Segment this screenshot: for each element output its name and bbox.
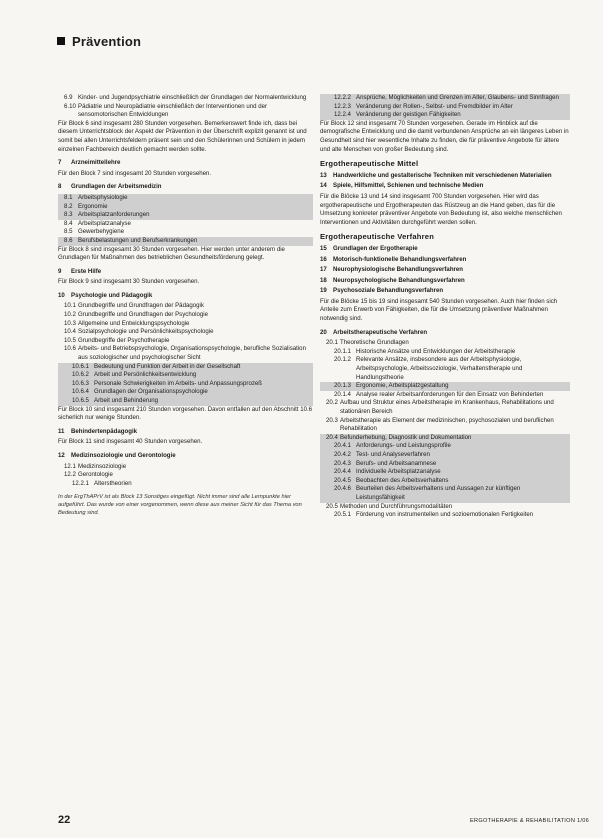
item-number: 14 [320,182,327,190]
footnote: In der ErgThAPrV ist als Block 13 Sonstiges eingefügt. Nicht immer sind alle Lernpunkte hier aufgeführt. Das wurde von einer vorgenommen, wenn diese aus meiner Sicht für das Thema von Bedeutung sind. [58,494,302,516]
paragraph: Für Block 6 sind insgesamt 280 Stunden vorgesehen. Bemerkenswert finde ich, dass bei diesem Unterrichtsblock der Aspekt der Prävention in der Überschrift explizit genannt ist und somit bei allen Unterrichtsfeldern präsent sein und den Schülerinnen und Schülern in jedem einzelnen Fachbereich deutlich gemacht werden sollte. [58,119,307,153]
block-heading [320,256,570,265]
item-text: Veränderung der geistigen Fähigkeiten [356,111,461,119]
paragraph: Für Block 10 sind insgesamt 210 Stunden vorgesehen. Davon entfallen auf den Abschnitt 10.6 sicherlich nur wenige Stunden. [58,405,313,422]
list-item [58,203,313,212]
item-number: 8 [58,183,62,191]
item-text: Förderung von instrumentellen und sozioemotionalen Fertigkeiten [356,511,534,519]
list-item [58,328,313,337]
list-item [58,371,313,380]
block-heading [58,292,313,301]
item-number: 19 [320,287,327,295]
item-number: 10.6.4 [72,388,89,396]
list-item [58,220,313,229]
item-text: Arbeit und Persönlichkeitsentwicklung [94,371,197,379]
item-text: Grundbegriffe der Psychotherapie [78,336,170,344]
item-number: 20.1.4 [334,390,351,398]
item-text: Ansprüche, Möglichkeiten und Grenzen im Alter, Glaubens- und Sinnfragen [356,94,559,101]
item-number: 12.2.3 [334,102,351,110]
list-item [58,302,313,311]
item-number: 10.6 [64,345,76,353]
item-text: Erste Hilfe [71,267,102,275]
item-number: 20.1.3 [334,382,351,390]
item-number: 8.5 [64,228,73,236]
item-number: 10.6.5 [72,397,89,404]
item-text: Gerontologie [78,471,113,479]
paragraph: Für Block 11 sind insgesamt 40 Stunden vorgesehen. [58,438,203,446]
list-item [58,320,313,329]
list-item [320,348,570,357]
item-number: 8.6 [64,236,73,244]
journal-footer: ERGOTHERAPIE & REHABILITATION 1/06 [470,818,590,824]
paragraph: Für Block 9 sind insgesamt 30 Stunden vorgesehen. [58,278,200,286]
item-number: 9 [58,267,62,275]
list-item [58,480,313,489]
item-text: Befunderhebung, Diagnostik und Dokumentation [340,433,472,441]
item-text: Grundlagen der Ergotherapie [333,244,418,252]
item-number: 20.3 [326,416,338,424]
item-number: 10 [58,291,65,299]
item-number: 20.4.3 [334,459,351,467]
item-text: Medizinsoziologie und Gerontologie [71,451,176,459]
list-item [58,194,313,203]
item-text: Anforderungs- und Leistungsprofile [356,442,451,450]
paragraph: Für die Blöcke 15 bis 19 sind insgesamt 540 Stunden vorgesehen. Auch hier finden sich Anteile zum Erwerb von Fähigkeiten, die für die Umsetzung präventiver Maßnahmen notwendig sind. [320,297,558,323]
item-text: Aufbau und Struktur eines Arbeitstherapie im Krankenhaus, Rehabilitations und stationären Bereich [340,399,554,415]
list-item [58,237,313,246]
item-number: 8.4 [64,219,73,227]
item-text: Allgemeine und Entwicklungspsychologie [78,319,190,327]
item-number: 8.1 [64,193,73,201]
item-number: 13 [320,171,327,179]
item-text: Neurophysiologische Behandlungsverfahren [333,266,464,274]
item-number: 20.5.1 [334,511,351,519]
list-item [58,94,313,103]
item-text: Personale Schwierigkeiten im Arbeits- und Anpassungsprozeß [94,379,263,387]
list-item [320,399,570,416]
list-item [320,356,570,382]
item-text: Relevante Ansätze, insbesondere aus der Arbeitsphysiologie, Arbeitspsychologie, Arbeitssoziologie, Verhaltenstherapie und Handlungstheorie [356,356,523,381]
block-heading [320,245,570,254]
item-text: Arbeitsplatzanforderungen [78,211,150,219]
item-text: Handwerkliche und gestalterische Techniken mit verschiedenen Materialien [333,171,552,179]
item-number: 12.2 [64,471,76,479]
item-number: 8.3 [64,211,73,219]
item-text: Arbeitstherapie als Element der medizinischen, psychosozialen und beruflichen Rehabilitation [340,416,554,433]
left-column [58,94,313,517]
item-text: Arzneimittellehre [71,159,121,167]
item-text: Arbeits- und Betriebspsychologie, Organisationspsychologie, berufliche Sozialisation aus soziologischer und psychologischer Sicht [78,345,306,362]
block-heading [58,159,313,168]
item-number: 6.9 [64,94,73,101]
item-number: 12.2.1 [72,479,89,487]
list-item [320,382,570,391]
item-text: Arbeitsplatzanalyse [78,219,131,227]
list-item [320,434,570,443]
item-number: 12.2.2 [334,94,351,101]
list-item [320,460,570,469]
block-heading [58,452,313,461]
list-item [58,103,313,120]
item-number: 10.6.2 [72,371,89,379]
right-column [320,94,570,520]
item-text: Grundbegriffe und Grundfragen der Psychologie [78,311,208,319]
item-text: Psychosoziale Behandlungsverfahren [333,287,444,295]
item-number: 10.6.1 [72,362,89,370]
block-heading [320,277,570,286]
item-text: Arbeitstherapeutische Verfahren [333,328,428,336]
item-text: Berufsbelastungen und Berufserkrankungen [78,236,198,244]
item-text: Test- und Analyseverfahren [356,450,430,458]
item-number: 16 [320,255,327,263]
list-item [320,442,570,451]
item-number: 20.4 [326,433,338,441]
item-text: Spiele, Hilfsmittel, Schienen und technische Medien [333,182,484,190]
item-text: Motorisch-funktionelle Behandlungsverfahren [333,255,467,263]
item-number: 18 [320,276,327,284]
item-text: Medizinsoziologie [78,462,127,470]
list-item [320,451,570,460]
item-number: 11 [58,427,65,435]
item-text: Pädiatrie und Neuropädiatrie einschließlich der Interventionen und der sensomotorischen Entwicklungen [78,102,268,119]
section-header [57,34,141,49]
item-number: 12.2.4 [334,111,351,119]
list-item [320,477,570,486]
item-text: Veränderung der Rollen-, Selbst- und Fremdbilder im Alter [356,102,513,110]
item-text: Alterstheorien [94,479,132,487]
item-text: Sozialpsychologie und Persönlichkeitspsychologie [78,328,214,336]
item-text: Arbeit und Behinderung [94,397,159,404]
item-number: 12 [58,451,65,459]
section-title: Prävention [72,34,142,49]
subsection-heading: Ergotherapeutische Mittel [320,159,419,169]
list-item [58,363,313,372]
list-item [58,388,313,397]
item-text: Beobachten des Arbeitsverhaltens [356,476,449,484]
item-text: Neuropsychologische Behandlungsverfahren [333,276,465,284]
list-item [320,511,570,520]
item-number: 20.4.4 [334,468,351,476]
item-number: 7 [58,159,62,167]
item-number: 20 [320,328,327,336]
item-number: 20.5 [326,502,338,510]
block-heading [320,182,570,191]
block-heading [58,428,313,437]
list-item [320,111,570,120]
item-number: 20.4.5 [334,476,351,484]
item-text: Historische Ansätze und Entwicklungen der Arbeitstherapie [356,347,516,355]
list-item [320,391,570,400]
item-text: Psychologie und Pädagogik [71,291,153,299]
item-text: Methoden und Durchführungsmodalitäten [340,502,453,510]
list-item [320,94,570,103]
paragraph: Für Block 8 sind insgesamt 30 Stunden vorgesehen. Hier werden unter anderem die Grundlagen für Maßnahmen des betrieblichen Gesundheitsförderung gelegt. [58,245,285,262]
item-text: Berufs- und Arbeitsanamnese [356,459,437,467]
item-text: Grundlagen der Organisationspsychologie [94,388,208,396]
item-number: 20.4.1 [334,442,351,450]
item-text: Arbeitsphysiologie [78,193,128,201]
section-square-icon [57,37,65,45]
list-item [320,468,570,477]
item-number: 6.10 [64,102,76,110]
list-item [58,345,313,362]
block-heading [320,266,570,275]
item-number: 20.4.6 [334,485,351,493]
list-item [320,103,570,112]
item-text: Beurteilen des Arbeitsverhaltens und Aussagen zur künftigen Leistungsfähigkeit [356,485,521,501]
item-number: 20.1.1 [334,347,351,355]
item-text: Bedeutung und Funktion der Arbeit in der Gesellschaft [94,362,241,370]
page-number: 22 [58,814,71,826]
block-heading [58,268,313,277]
item-number: 17 [320,266,327,274]
item-number: 10.1 [64,302,76,310]
paragraph: Für den Block 7 sind insgesamt 20 Stunden vorgesehen. [58,169,212,177]
item-number: 20.1.2 [334,356,351,364]
list-item [58,380,313,389]
list-item [58,471,313,480]
list-item [320,503,570,512]
item-number: 10.3 [64,319,76,327]
item-number: 20.1 [326,339,338,347]
item-text: Analyse realer Arbeitsanforderungen für den Einsatz von Behinderten [356,390,544,398]
list-item [320,417,570,434]
item-text: Grundbegriffe und Grundfragen der Pädagogik [78,302,204,310]
item-text: Grundlagen der Arbeitsmedizin [71,183,162,191]
item-number: 10.4 [64,328,76,336]
item-text: Kinder- und Jugendpsychiatrie einschließlich der Grundlagen der Normalentwicklung [78,94,307,101]
subsection-heading: Ergotherapeutische Verfahren [320,232,435,242]
item-number: 10.6.3 [72,379,89,387]
list-item [320,339,570,348]
list-item [58,211,313,220]
list-item [320,485,570,502]
item-text: Ergonomie, Arbeitsplatzgestaltung [356,382,449,390]
list-item [58,311,313,320]
paragraph: Für die Blöcke 13 und 14 sind insgesamt 700 Stunden vorgesehen. Hier wird das ergotherapeutische und Ergotherapeuten das Rüstzeug an die Hand geben, das für die Umsetzung konkreter präventiver Angebote von Bedeutung ist, also welche menschlichen Interventionen und Aktivitäten durchgeführt werden sollen. [320,192,562,226]
list-item [58,463,313,472]
block-heading [320,172,570,181]
item-text: Gewerbehygiene [78,228,125,236]
item-text: Behindertenpädagogik [71,427,138,435]
item-number: 10.2 [64,311,76,319]
item-text: Theoretische Grundlagen [340,339,409,347]
list-item [58,228,313,237]
item-text: Ergonomie [78,202,108,210]
list-item [58,337,313,346]
item-number: 10.5 [64,336,76,344]
item-number: 8.2 [64,202,73,210]
item-text: Individuelle Arbeitsplatzanalyse [356,468,441,476]
item-number: 12.1 [64,462,76,470]
block-heading [58,183,313,192]
paragraph: Für Block 12 sind insgesamt 70 Stunden vorgesehen. Gerade im Hinblick auf die demografische Entwicklung und die damit verbundenen Ansprüche an ein längeres Leben in Gesundheit sind hier wesentliche Inhalte zu finden, die für präventive Angebote für ältere und alte Menschen von großer Bedeutung sind. [320,119,569,153]
list-item [58,397,313,406]
block-heading [320,287,570,296]
block-heading [320,329,570,338]
item-number: 20.2 [326,399,338,407]
item-number: 20.4.2 [334,450,351,458]
item-number: 15 [320,244,327,252]
